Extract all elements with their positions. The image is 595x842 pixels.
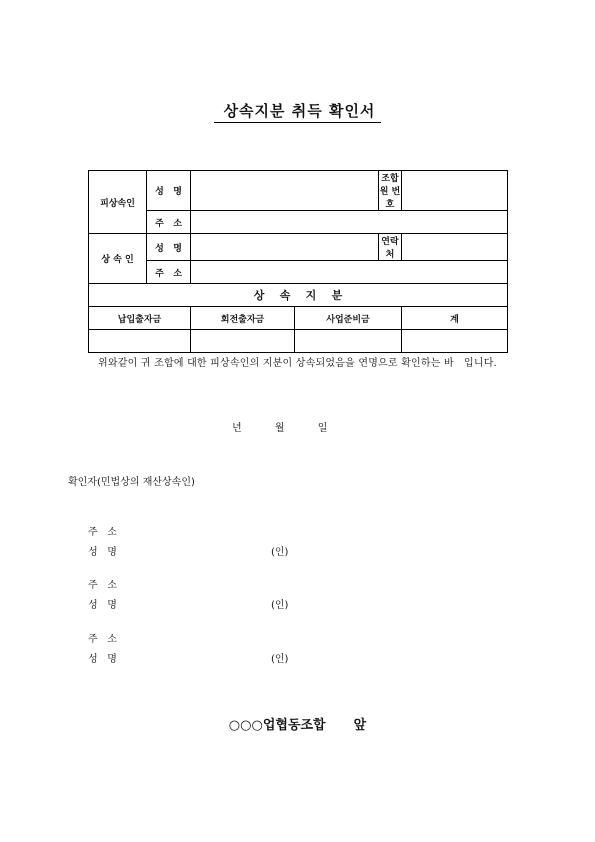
signer-block [88, 523, 289, 563]
heir-address-label: 주 소 [147, 261, 191, 284]
date-month: 월 [274, 423, 285, 434]
inheritance-share-table [88, 170, 508, 353]
date-line [232, 419, 357, 434]
date-year: 년 [232, 423, 242, 434]
document-title [0, 100, 595, 123]
date-day: 일 [317, 423, 328, 434]
addressee-org: ○○○업협동조합 [228, 718, 326, 733]
heir-label: 상 속 인 [89, 234, 147, 284]
seal-mark: (인) [271, 600, 289, 611]
section-title: 상 속 지 분 [89, 284, 508, 307]
contact-field[interactable] [402, 234, 508, 261]
signer-name-label: 성 명 [88, 547, 117, 558]
decedent-name-label: 성 명 [147, 171, 191, 211]
revolving-capital-field[interactable] [191, 330, 295, 353]
addressee [0, 714, 595, 733]
signer-address-label: 주 소 [88, 580, 117, 591]
decedent-address-label: 주 소 [147, 211, 191, 234]
signer-name-label: 성 명 [88, 600, 117, 611]
heir-name-field[interactable] [191, 234, 379, 261]
heir-name-label: 성 명 [147, 234, 191, 261]
paid-in-capital-field[interactable] [89, 330, 191, 353]
column-header: 계 [402, 307, 508, 330]
seal-mark: (인) [271, 547, 289, 558]
decedent-label: 피상속인 [89, 171, 147, 234]
confirmer-label: 확인자(민법상의 재산상속인) [68, 477, 195, 488]
contact-label: 연락처 [379, 234, 402, 261]
business-reserve-field[interactable] [295, 330, 402, 353]
column-header: 회전출자금 [191, 307, 295, 330]
seal-mark: (인) [271, 654, 289, 665]
signer-block [88, 630, 289, 670]
member-no-field[interactable] [402, 171, 508, 211]
confirmation-statement: 위와같이 귀 조합에 대한 피상속인의 지분이 상속되었음을 연명으로 확인하는 바 입니다. [98, 358, 497, 369]
total-field[interactable] [402, 330, 508, 353]
signer-name-label: 성 명 [88, 654, 117, 665]
column-header: 납입출자금 [89, 307, 191, 330]
addressee-suffix: 앞 [353, 718, 367, 733]
title-text: 상속지분 취득 확인서 [214, 100, 382, 123]
member-no-label: 조합원 번호 [379, 171, 402, 211]
signer-address-label: 주 소 [88, 634, 117, 645]
signer-block [88, 576, 289, 616]
decedent-name-field[interactable] [191, 171, 379, 211]
heir-address-field[interactable] [191, 261, 508, 284]
signer-address-label: 주 소 [88, 527, 117, 538]
decedent-address-field[interactable] [191, 211, 508, 234]
column-header: 사업준비금 [295, 307, 402, 330]
